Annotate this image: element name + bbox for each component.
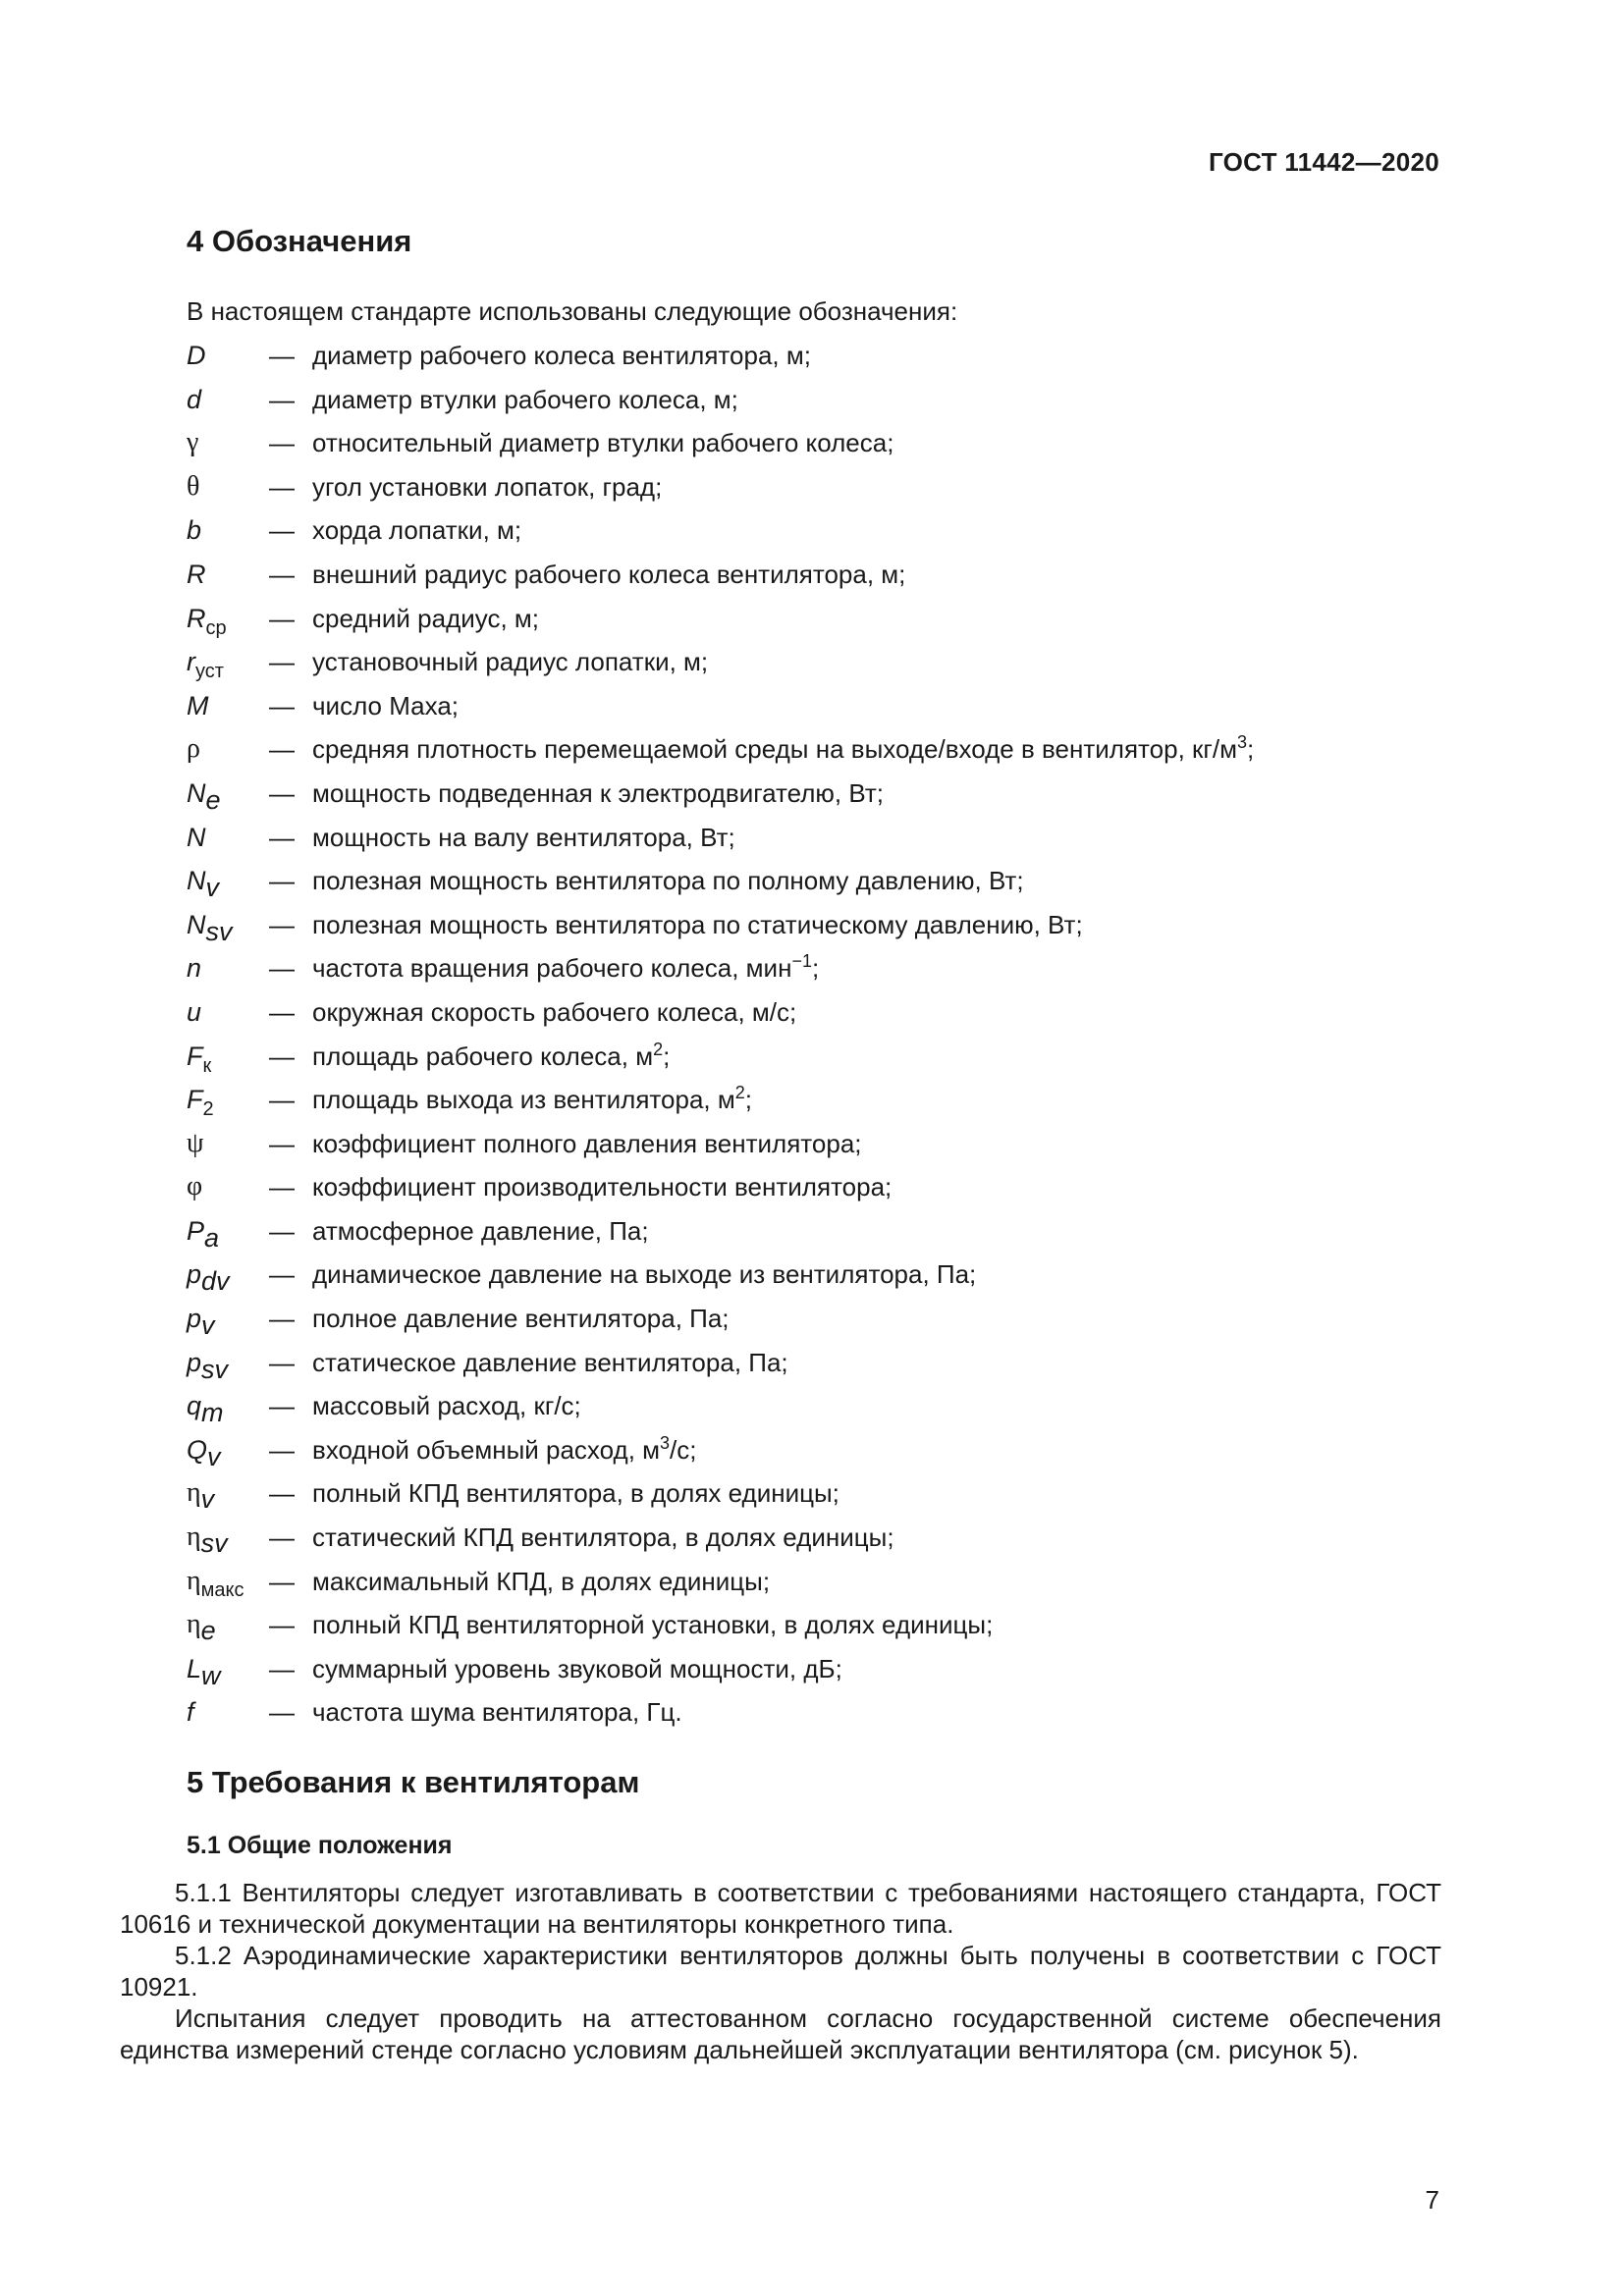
description-text: динамическое давление на выходе из вентилятора, Па; — [312, 1259, 977, 1290]
symbol-base: Q — [187, 1434, 208, 1465]
symbols-list — [187, 338, 1453, 1738]
symbol-row — [187, 1213, 1453, 1257]
description-text: средний радиус, м; — [312, 603, 540, 633]
symbol-subscript: m — [201, 1398, 224, 1428]
symbol — [187, 338, 269, 374]
description-text: окружная скорость рабочего колеса, м/с; — [312, 996, 797, 1027]
symbol — [187, 820, 269, 856]
em-dash: — — [269, 690, 295, 721]
em-dash: — — [269, 515, 295, 546]
description-text: максимальный КПД, в долях единицы; — [312, 1566, 771, 1596]
document-code: ГОСТ 11442—2020 — [1208, 147, 1439, 177]
description-text: средняя плотность перемещаемой среды на выходе/входе в вентилятор, кг/м — [312, 734, 1237, 765]
symbol — [187, 512, 269, 549]
symbol-description — [312, 1082, 752, 1117]
symbol-description — [312, 1169, 892, 1204]
em-dash: — — [269, 1259, 295, 1290]
symbol — [187, 1651, 269, 1690]
symbol — [187, 863, 269, 903]
symbol-subscript: dv — [201, 1266, 230, 1297]
em-dash: — — [269, 866, 295, 896]
symbol — [187, 1082, 269, 1121]
symbol-base: N — [187, 777, 206, 808]
description-text: полезная мощность вентилятора по статическому давлению, Вт; — [312, 909, 1083, 939]
symbol-description — [312, 1388, 581, 1423]
symbol-base: p — [187, 1347, 202, 1377]
symbol-subscript: уст — [195, 661, 224, 683]
symbol — [187, 1039, 269, 1075]
symbol-row — [187, 1082, 1453, 1126]
subsection-5-1-title: 5.1 Общие положения — [187, 1832, 453, 1859]
symbol-description — [312, 1607, 993, 1642]
symbol-description — [312, 1475, 839, 1511]
symbol-description — [312, 1345, 788, 1380]
em-dash: — — [269, 1697, 295, 1728]
symbol-description — [312, 688, 459, 723]
unit-superscript: 2 — [653, 1039, 664, 1059]
symbol-row — [187, 1564, 1453, 1608]
symbol-base: η — [187, 1609, 201, 1640]
symbol-row — [187, 907, 1453, 951]
symbol-row — [187, 950, 1453, 994]
description-text: внешний радиус рабочего колеса вентилятора, м; — [312, 559, 906, 589]
description-text: хорда лопатки, м; — [312, 515, 522, 546]
symbol-row — [187, 601, 1453, 645]
symbol-subscript: e — [205, 784, 221, 815]
description-text: диаметр втулки рабочего колеса, м; — [312, 384, 738, 414]
em-dash: — — [269, 996, 295, 1027]
section-4-intro: В настоящем стандарте использованы следующие обозначения: — [187, 296, 958, 326]
em-dash: — — [269, 1304, 295, 1334]
symbol-subscript: макс — [200, 1578, 244, 1601]
symbol-base: M — [187, 690, 209, 721]
symbol-description — [312, 950, 819, 986]
description-text: суммарный уровень звуковой мощности, дБ; — [312, 1653, 842, 1683]
description-suffix: ; — [663, 1041, 671, 1071]
symbol-row — [187, 1694, 1453, 1738]
em-dash: — — [269, 734, 295, 765]
symbol-row — [187, 382, 1453, 426]
symbol-base: F — [187, 1085, 203, 1115]
symbol — [187, 1213, 269, 1253]
symbol-row — [187, 557, 1453, 601]
symbol — [187, 1475, 269, 1515]
symbol-base: ρ — [187, 733, 200, 765]
symbol — [187, 1564, 269, 1599]
symbol-description — [312, 731, 1254, 767]
em-dash: — — [269, 909, 295, 939]
symbol-base: F — [187, 1041, 203, 1071]
description-text: угол установки лопаток, град; — [312, 471, 663, 502]
symbol — [187, 775, 269, 815]
symbol-subscript: к — [202, 1054, 212, 1077]
symbol-row — [187, 338, 1453, 382]
symbol-subscript: e — [200, 1616, 216, 1646]
symbol-description — [312, 338, 811, 373]
symbol-description — [312, 907, 1083, 942]
symbol-description — [312, 512, 521, 548]
em-dash: — — [269, 777, 295, 808]
symbol-description — [312, 1694, 682, 1730]
symbol — [187, 425, 269, 460]
em-dash: — — [269, 341, 295, 370]
symbol-description — [312, 1432, 697, 1468]
symbol-description — [312, 1520, 894, 1555]
em-dash: — — [269, 428, 295, 458]
symbol-base: p — [187, 1259, 202, 1290]
description-text: диаметр рабочего колеса вентилятора, м; — [312, 341, 811, 370]
symbol-description — [312, 863, 1024, 898]
symbol-row — [187, 1301, 1453, 1345]
description-text: установочный радиус лопатки, м; — [312, 647, 709, 677]
description-text: частота шума вентилятора, Гц. — [312, 1697, 682, 1728]
symbol-row — [187, 425, 1453, 469]
em-dash: — — [269, 1172, 295, 1202]
symbol-row — [187, 731, 1453, 775]
symbol — [187, 994, 269, 1031]
symbol-row — [187, 1126, 1453, 1170]
symbol-base: N — [187, 822, 206, 852]
description-text: мощность на валу вентилятора, Вт; — [312, 822, 735, 852]
symbol — [187, 907, 269, 946]
em-dash: — — [269, 471, 295, 502]
symbol — [187, 731, 269, 767]
symbol-description — [312, 994, 796, 1030]
symbol-base: η — [187, 1477, 201, 1509]
symbol-subscript: w — [201, 1660, 221, 1690]
paragraph-5-1-1: 5.1.1 Вентиляторы следует изготавливать в соответствии с требованиями настоящего стандарта, ГОСТ 10616 и технической документации на вентиляторы конкретного типа. — [120, 1878, 1441, 1939]
section-4-title: 4 Обозначения — [187, 224, 412, 258]
symbol-base: n — [187, 953, 202, 984]
em-dash: — — [269, 1434, 295, 1465]
symbol-row — [187, 1039, 1453, 1083]
symbol-subscript: sv — [200, 1528, 228, 1559]
symbol-description — [312, 775, 884, 811]
symbol — [187, 557, 269, 593]
description-text: коэффициент производительности вентилятора; — [312, 1172, 893, 1202]
symbol-base: p — [187, 1304, 202, 1334]
symbol-subscript: a — [204, 1222, 220, 1253]
description-text: число Маха; — [312, 690, 460, 721]
symbol-description — [312, 1651, 842, 1686]
description-text: статическое давление вентилятора, Па; — [312, 1347, 788, 1377]
symbol-base: N — [187, 866, 206, 896]
symbol-description — [312, 820, 735, 855]
symbol-subscript: sv — [205, 916, 233, 946]
symbol-description — [312, 1256, 976, 1292]
paragraph-tests: Испытания следует проводить на аттестованном согласно государственной системе обеспечения единства измерений стенде согласно условиям дальнейшей эксплуатации вентилятора (см. рисунок 5). — [120, 2003, 1441, 2064]
symbol-row — [187, 1607, 1453, 1651]
em-dash: — — [269, 1391, 295, 1421]
description-text: площадь выхода из вентилятора, м — [312, 1085, 735, 1115]
symbol-description — [312, 382, 738, 417]
em-dash: — — [269, 603, 295, 633]
symbol-row — [187, 994, 1453, 1039]
em-dash: — — [269, 559, 295, 589]
symbol — [187, 1345, 269, 1384]
symbol-description — [312, 1301, 730, 1336]
symbol — [187, 1388, 269, 1428]
description-suffix: /с; — [670, 1434, 697, 1465]
section-5-title: 5 Требования к вентиляторам — [187, 1765, 640, 1799]
symbol — [187, 688, 269, 724]
em-dash: — — [269, 822, 295, 852]
description-text: относительный диаметр втулки рабочего колеса; — [312, 428, 894, 458]
em-dash: — — [269, 1041, 295, 1071]
em-dash: — — [269, 1522, 295, 1553]
symbol — [187, 1607, 269, 1646]
symbol-base: R — [187, 603, 206, 633]
description-text: статический КПД вентилятора, в долях единицы; — [312, 1522, 894, 1553]
symbol-row — [187, 1169, 1453, 1213]
symbol-subscript: v — [201, 1310, 215, 1341]
em-dash: — — [269, 647, 295, 677]
symbol-base: N — [187, 909, 206, 939]
em-dash: — — [269, 1653, 295, 1683]
symbol-row — [187, 688, 1453, 732]
em-dash: — — [269, 384, 295, 414]
unit-superscript: 3 — [1236, 732, 1247, 753]
symbol — [187, 1432, 269, 1471]
symbol-row — [187, 469, 1453, 513]
symbol-row — [187, 644, 1453, 688]
symbol-base: γ — [187, 427, 199, 458]
symbol-base: d — [187, 384, 202, 414]
symbol-row — [187, 1432, 1453, 1476]
em-dash: — — [269, 1566, 295, 1596]
page-number: 7 — [1425, 2185, 1439, 2215]
em-dash: — — [269, 1347, 295, 1377]
description-text: полное давление вентилятора, Па; — [312, 1304, 730, 1334]
symbol-base: θ — [187, 470, 200, 502]
description-text: полный КПД вентиляторной установки, в долях единицы; — [312, 1610, 994, 1640]
description-text: атмосферное давление, Па; — [312, 1215, 649, 1246]
em-dash: — — [269, 953, 295, 984]
symbol — [187, 601, 269, 637]
symbol-base: D — [187, 341, 206, 370]
symbol — [187, 644, 269, 683]
description-suffix: ; — [811, 953, 820, 984]
symbol-base: R — [187, 559, 206, 589]
symbol-subscript: 2 — [202, 1098, 214, 1121]
description-text: площадь рабочего колеса, м — [312, 1041, 654, 1071]
symbol — [187, 469, 269, 505]
description-text: полный КПД вентилятора, в долях единицы; — [312, 1478, 839, 1509]
description-text: полезная мощность вентилятора по полному давлению, Вт; — [312, 866, 1024, 896]
unit-superscript: 3 — [660, 1432, 671, 1453]
symbol-description — [312, 1564, 770, 1599]
em-dash: — — [269, 1128, 295, 1158]
unit-superscript: 2 — [734, 1083, 745, 1103]
symbol-row — [187, 1520, 1453, 1564]
description-suffix: ; — [1246, 734, 1255, 765]
em-dash: — — [269, 1085, 295, 1115]
symbol-description — [312, 1213, 649, 1249]
symbol-row — [187, 820, 1453, 864]
symbol-base: φ — [187, 1171, 203, 1202]
symbol-subscript: sv — [201, 1354, 229, 1384]
symbol-base: r — [187, 647, 195, 677]
symbol-row — [187, 512, 1453, 557]
em-dash: — — [269, 1215, 295, 1246]
symbol — [187, 382, 269, 418]
symbol-row — [187, 1475, 1453, 1520]
description-text: коэффициент полного давления вентилятора; — [312, 1128, 862, 1158]
em-dash: — — [269, 1478, 295, 1509]
symbol — [187, 1694, 269, 1731]
symbol — [187, 1256, 269, 1297]
symbol-subscript: ср — [205, 616, 227, 639]
symbol-row — [187, 1345, 1453, 1389]
description-text: частота вращения рабочего колеса, мин — [312, 953, 792, 984]
description-text: мощность подведенная к электродвигателю, Вт; — [312, 777, 884, 808]
symbol-row — [187, 863, 1453, 907]
symbol — [187, 1520, 269, 1559]
symbol-base: f — [187, 1697, 194, 1728]
symbol-description — [312, 1039, 670, 1074]
symbol — [187, 1169, 269, 1204]
symbol — [187, 1126, 269, 1161]
symbol-base: η — [187, 1565, 201, 1596]
symbol-row — [187, 1651, 1453, 1695]
symbol-base: b — [187, 515, 202, 546]
symbol-subscript: v — [200, 1484, 215, 1515]
symbol-row — [187, 1256, 1453, 1301]
unit-superscript: −1 — [791, 951, 812, 972]
symbol-base: η — [187, 1522, 201, 1553]
symbol-base: P — [187, 1215, 205, 1246]
symbol-base: u — [187, 996, 202, 1027]
symbol-subscript: v — [207, 1441, 221, 1471]
symbol-base: L — [187, 1653, 202, 1683]
symbol — [187, 950, 269, 987]
symbol-description — [312, 601, 539, 636]
symbol-row — [187, 1388, 1453, 1432]
symbol-description — [312, 557, 905, 592]
symbol-subscript: v — [205, 873, 219, 903]
description-text: массовый расход, кг/с; — [312, 1391, 581, 1421]
em-dash: — — [269, 1610, 295, 1640]
symbol — [187, 1301, 269, 1341]
symbol-description — [312, 425, 893, 460]
symbol-description — [312, 1126, 862, 1161]
symbol-description — [312, 469, 662, 505]
description-suffix: ; — [744, 1085, 753, 1115]
symbol-description — [312, 644, 708, 679]
symbol-base: ψ — [187, 1127, 204, 1158]
paragraph-5-1-2: 5.1.2 Аэродинамические характеристики вентиляторов должны быть получены в соответствии с ГОСТ 10921. — [120, 1941, 1441, 2002]
symbol-base: q — [187, 1391, 202, 1421]
symbol-row — [187, 775, 1453, 820]
description-text: входной объемный расход, м — [312, 1434, 661, 1465]
